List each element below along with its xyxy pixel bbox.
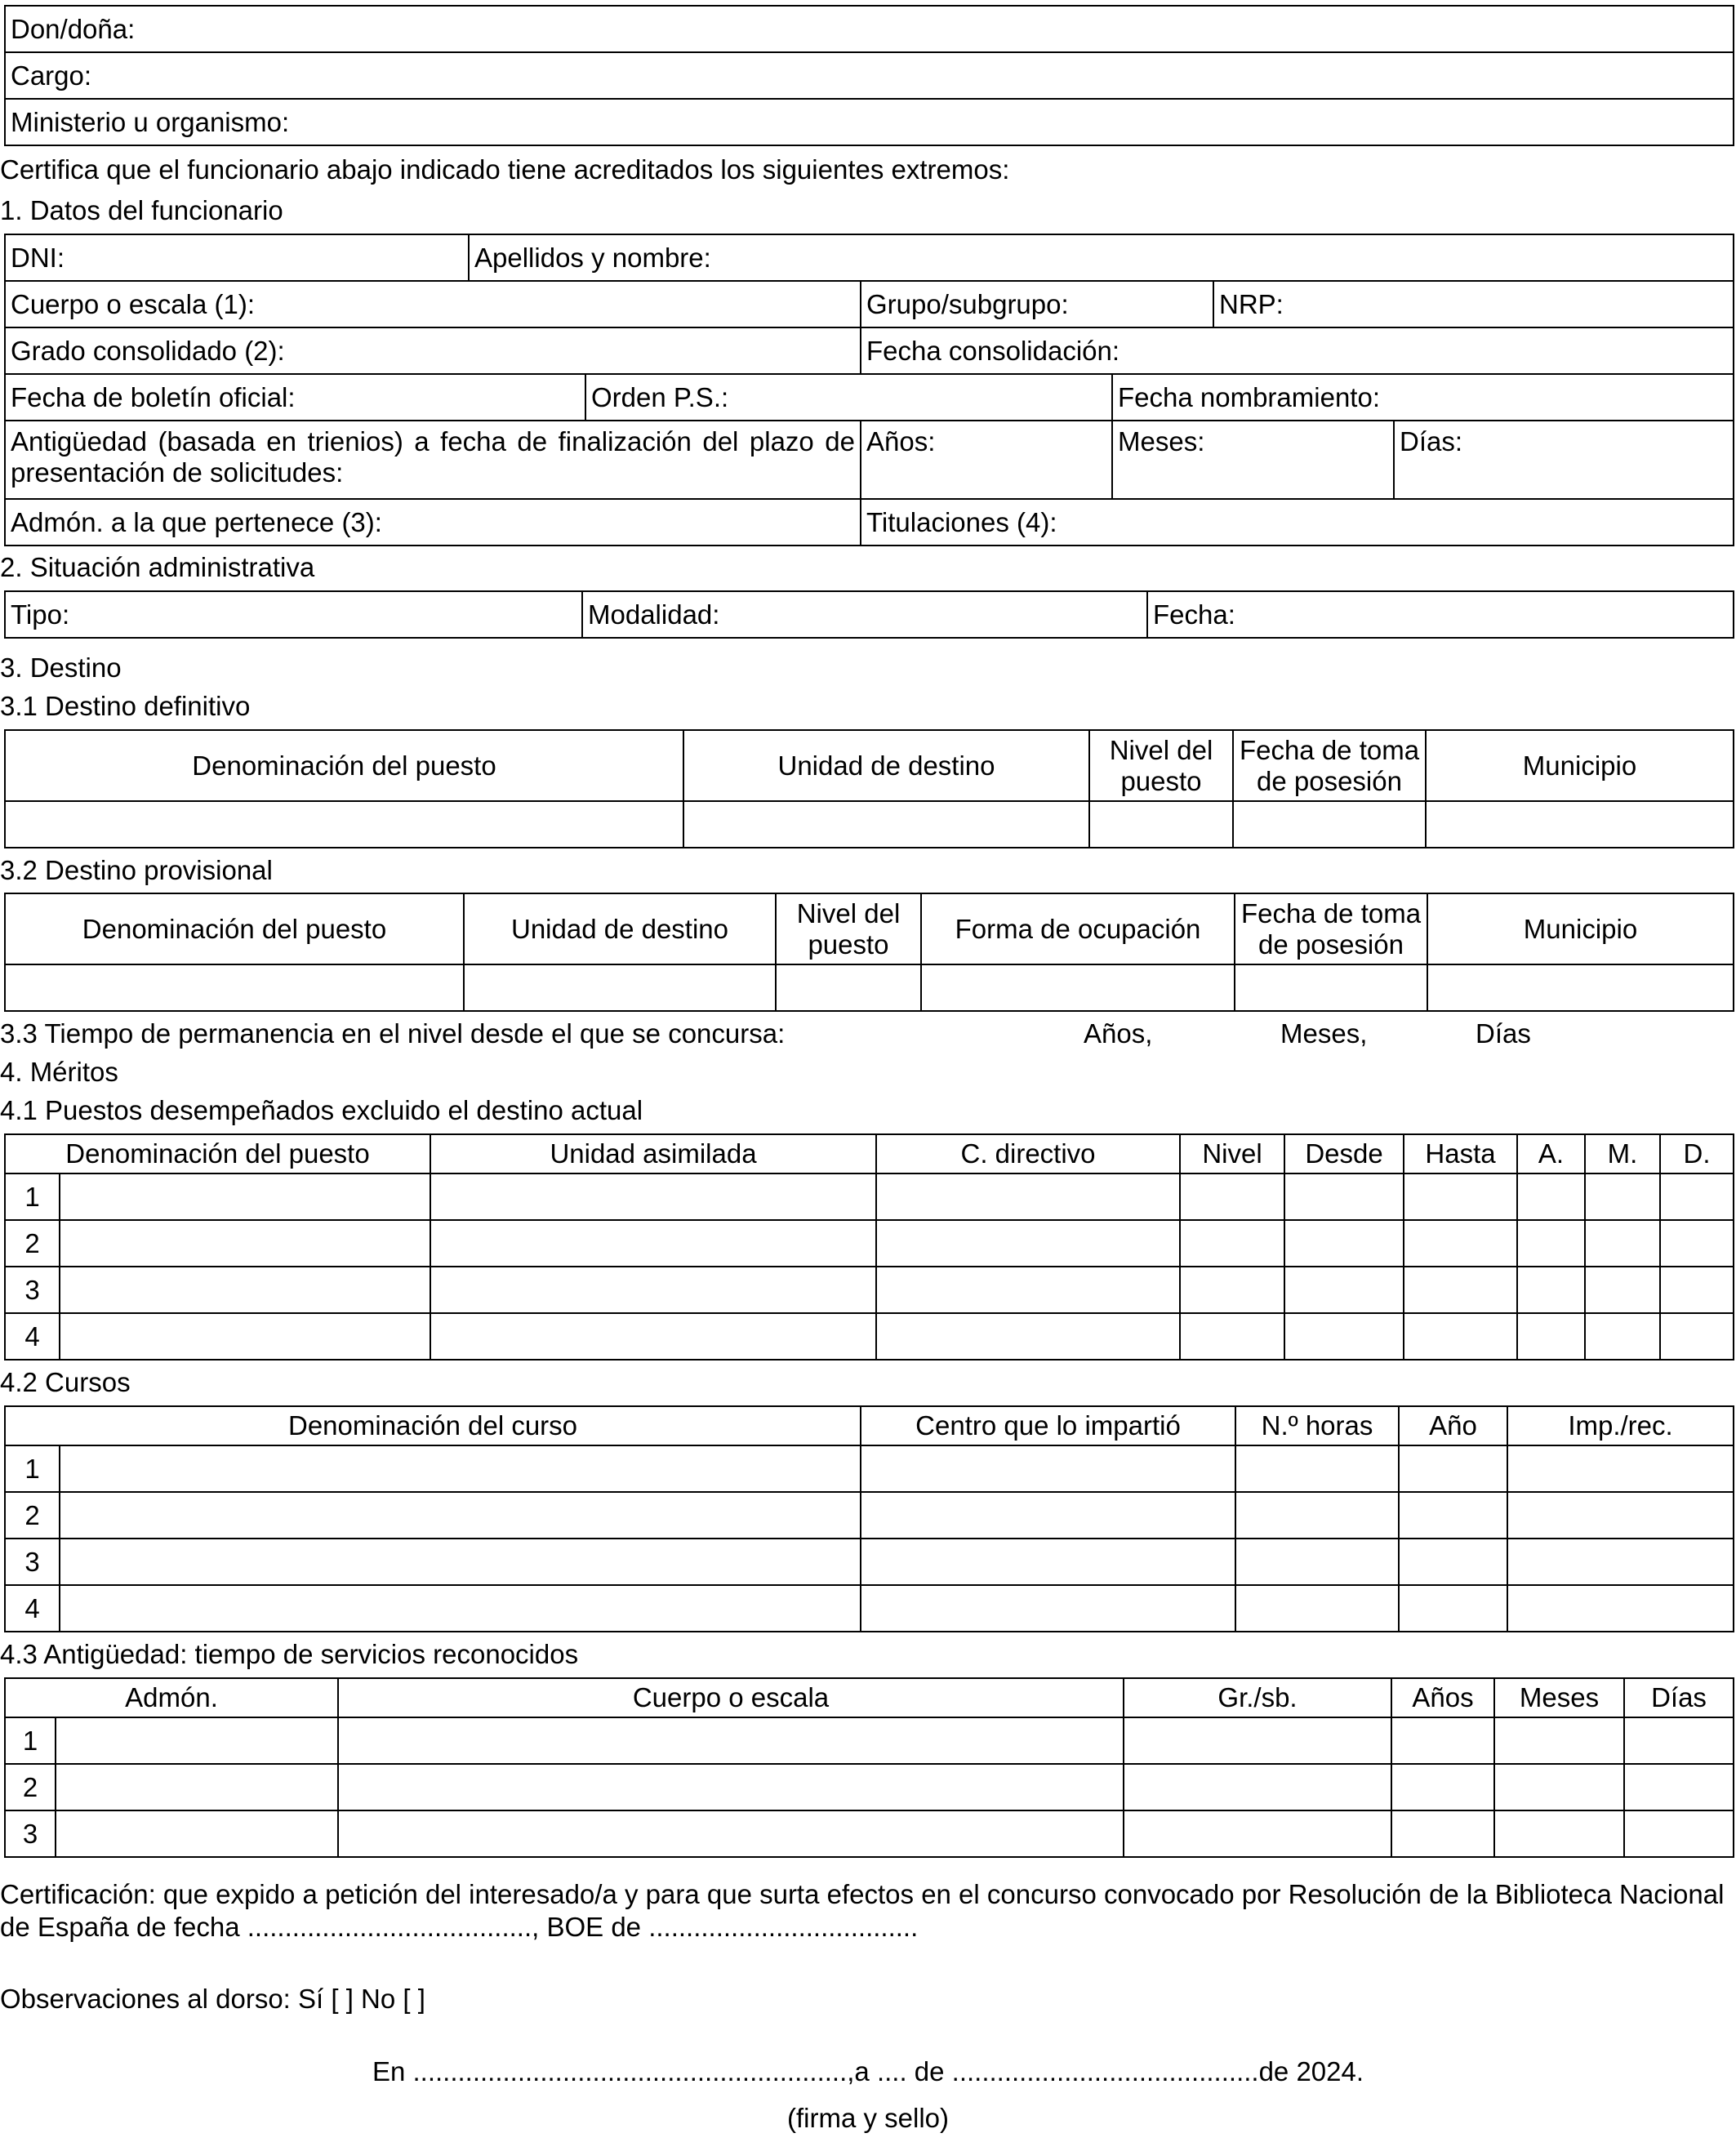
- situacion-table: [4, 590, 1734, 639]
- table-cell[interactable]: [1507, 1585, 1734, 1632]
- table-cell[interactable]: [1235, 1445, 1399, 1492]
- header-anios: Años: [1391, 1678, 1494, 1717]
- datos-antiguedad-row: [4, 420, 1734, 500]
- row-number: 4: [5, 1585, 60, 1632]
- table-cell[interactable]: [1585, 1173, 1660, 1220]
- table-cell[interactable]: [1124, 1810, 1391, 1857]
- fecha-nombramiento-field[interactable]: Fecha nombramiento:: [1112, 374, 1734, 421]
- table-cell[interactable]: [1404, 1220, 1517, 1267]
- table-cell[interactable]: [1426, 801, 1734, 848]
- datos-grado-row: [4, 327, 1734, 375]
- table-cell[interactable]: [1517, 1267, 1585, 1313]
- permanencia-dias: Días: [1476, 1018, 1531, 1049]
- header-nivel: Nivel: [1180, 1134, 1284, 1173]
- table-cell[interactable]: [1494, 1764, 1624, 1810]
- row-number: 2: [5, 1764, 56, 1810]
- antiguedad-label: Antigüedad (basada en trienios) a fecha de finalización del plazo de presentación de solicitudes:: [5, 421, 861, 499]
- destino-provisional-table: [4, 893, 1734, 1012]
- section-4-2-title: 4.2 Cursos: [0, 1367, 131, 1397]
- header-denominacion-puesto: Denominación del puesto: [5, 1134, 430, 1173]
- grupo-field[interactable]: Grupo/subgrupo:: [861, 281, 1213, 327]
- table-cell[interactable]: [921, 964, 1235, 1011]
- table-cell[interactable]: [430, 1313, 876, 1360]
- table-cell[interactable]: [5, 964, 464, 1011]
- table-cell[interactable]: [56, 1764, 338, 1810]
- header-unidad-asimilada: Unidad asimilada: [430, 1134, 876, 1173]
- modalidad-field[interactable]: Modalidad:: [582, 591, 1147, 638]
- row-number: 4: [5, 1313, 60, 1360]
- table-cell[interactable]: [1399, 1539, 1507, 1585]
- table-cell[interactable]: [1399, 1585, 1507, 1632]
- header-forma-ocupacion: Forma de ocupación: [921, 893, 1235, 964]
- table-cell[interactable]: [1391, 1764, 1494, 1810]
- row-number: 2: [5, 1492, 60, 1539]
- section-3-3-label: 3.3 Tiempo de permanencia en el nivel desde el que se concursa:: [0, 1018, 786, 1049]
- table-cell[interactable]: [1284, 1313, 1404, 1360]
- row-number: 2: [5, 1220, 60, 1267]
- titulaciones-field[interactable]: Titulaciones (4):: [861, 499, 1734, 546]
- datos-fecha-row: [4, 373, 1734, 421]
- table-cell[interactable]: [683, 801, 1089, 848]
- section-3-2-title: 3.2 Destino provisional: [0, 855, 273, 885]
- header-municipio: Municipio: [1426, 730, 1734, 801]
- header-centro: Centro que lo impartió: [861, 1406, 1235, 1445]
- table-cell[interactable]: [60, 1445, 861, 1492]
- header-cuerpo-escala: Cuerpo o escala: [338, 1678, 1124, 1717]
- table-cell[interactable]: [1180, 1267, 1284, 1313]
- table-cell[interactable]: [1660, 1173, 1734, 1220]
- table-cell[interactable]: [1235, 1492, 1399, 1539]
- admon-field[interactable]: Admón. a la que pertenece (3):: [5, 499, 861, 546]
- header-horas: N.º horas: [1235, 1406, 1399, 1445]
- table-cell[interactable]: [1585, 1313, 1660, 1360]
- fecha-situacion-field[interactable]: Fecha:: [1147, 591, 1734, 638]
- section-3-title: 3. Destino: [0, 652, 122, 683]
- row-number: 3: [5, 1810, 56, 1857]
- section-1-title: 1. Datos del funcionario: [0, 195, 283, 225]
- table-cell[interactable]: [1404, 1267, 1517, 1313]
- destino-definitivo-table: [4, 729, 1734, 848]
- table-cell[interactable]: [1399, 1492, 1507, 1539]
- header-unidad-destino: Unidad de destino: [683, 730, 1089, 801]
- header-anios: A.: [1517, 1134, 1585, 1173]
- table-cell[interactable]: [56, 1810, 338, 1857]
- cargo-field[interactable]: Cargo:: [5, 52, 1734, 99]
- table-cell[interactable]: [1517, 1220, 1585, 1267]
- table-cell[interactable]: [1517, 1173, 1585, 1220]
- section-4-3-title: 4.3 Antigüedad: tiempo de servicios reconocidos: [0, 1639, 579, 1669]
- table-cell[interactable]: [430, 1173, 876, 1220]
- row-number: 3: [5, 1267, 60, 1313]
- table-cell[interactable]: [1124, 1717, 1391, 1764]
- grado-field[interactable]: Grado consolidado (2):: [5, 327, 861, 374]
- section-4-title: 4. Méritos: [0, 1057, 118, 1087]
- table-cell[interactable]: [1235, 1539, 1399, 1585]
- table-cell[interactable]: [1089, 801, 1233, 848]
- header-fecha-toma-posesion: Fecha de toma de posesión: [1235, 893, 1427, 964]
- antiguedad-anios-field[interactable]: Años:: [861, 421, 1112, 499]
- table-cell[interactable]: [60, 1539, 861, 1585]
- header-desde: Desde: [1284, 1134, 1404, 1173]
- table-cell[interactable]: [60, 1173, 430, 1220]
- header-hasta: Hasta: [1404, 1134, 1517, 1173]
- permanencia-meses: Meses,: [1280, 1018, 1368, 1049]
- observaciones-text: Observaciones al dorso: Sí [ ] No [ ]: [0, 1984, 425, 2014]
- header-meses: M.: [1585, 1134, 1660, 1173]
- header-municipio: Municipio: [1427, 893, 1734, 964]
- apellidos-field[interactable]: Apellidos y nombre:: [469, 234, 1734, 281]
- row-number: 3: [5, 1539, 60, 1585]
- header-dias: D.: [1660, 1134, 1734, 1173]
- table-cell[interactable]: [1494, 1810, 1624, 1857]
- certificacion-text: Certificación: que expido a petición del interesado/a y para que surta efectos en el concurso convocado por Resolución de la Biblioteca Nacional de España de fecha ......................................, BOE de ....................................: [0, 1879, 1725, 1942]
- table-cell[interactable]: [1284, 1267, 1404, 1313]
- don-field[interactable]: Don/doña:: [5, 6, 1734, 52]
- header-dias: Días: [1624, 1678, 1734, 1717]
- table-cell[interactable]: [861, 1585, 1235, 1632]
- row-number: 1: [5, 1445, 60, 1492]
- datos-cuerpo-row: [4, 280, 1734, 328]
- header-denominacion-curso: Denominación del curso: [5, 1406, 861, 1445]
- table-cell[interactable]: [1235, 964, 1427, 1011]
- table-cell[interactable]: [60, 1267, 430, 1313]
- section-4-1-title: 4.1 Puestos desempeñados excluido el destino actual: [0, 1095, 643, 1125]
- table-cell[interactable]: [861, 1539, 1235, 1585]
- table-cell[interactable]: [1391, 1717, 1494, 1764]
- header-unidad-destino: Unidad de destino: [464, 893, 776, 964]
- table-cell[interactable]: [1507, 1445, 1734, 1492]
- antiguedad-dias-field[interactable]: Días:: [1394, 421, 1734, 499]
- header-gr-sb: Gr./sb.: [1124, 1678, 1391, 1717]
- cuerpo-field[interactable]: Cuerpo o escala (1):: [5, 281, 861, 327]
- table-cell[interactable]: [1391, 1810, 1494, 1857]
- table-cell[interactable]: [1284, 1173, 1404, 1220]
- section-3-1-title: 3.1 Destino definitivo: [0, 691, 251, 721]
- table-cell[interactable]: [338, 1764, 1124, 1810]
- header-nivel-puesto: Nivel del puesto: [776, 893, 921, 964]
- permanencia-anios: Años,: [1084, 1018, 1153, 1049]
- header-anio: Año: [1399, 1406, 1507, 1445]
- tipo-field[interactable]: Tipo:: [5, 591, 582, 638]
- header-admon: Admón.: [5, 1678, 338, 1717]
- orden-ps-field[interactable]: Orden P.S.:: [585, 374, 1112, 421]
- table-cell[interactable]: [1507, 1539, 1734, 1585]
- header-meses: Meses: [1494, 1678, 1624, 1717]
- header-imp-rec: Imp./rec.: [1507, 1406, 1734, 1445]
- table-cell[interactable]: [1660, 1220, 1734, 1267]
- table-cell[interactable]: [60, 1585, 861, 1632]
- table-cell[interactable]: [1624, 1717, 1734, 1764]
- table-cell[interactable]: [1180, 1220, 1284, 1267]
- table-cell[interactable]: [5, 801, 683, 848]
- table-cell[interactable]: [861, 1492, 1235, 1539]
- fecha-consolidacion-field[interactable]: Fecha consolidación:: [861, 327, 1734, 374]
- table-cell[interactable]: [861, 1445, 1235, 1492]
- table-cell[interactable]: [56, 1717, 338, 1764]
- header-table: [4, 5, 1734, 146]
- table-cell[interactable]: [1124, 1764, 1391, 1810]
- table-cell[interactable]: [464, 964, 776, 1011]
- ministerio-field[interactable]: Ministerio u organismo:: [5, 99, 1734, 145]
- row-number: 1: [5, 1717, 56, 1764]
- intro-text: Certifica que el funcionario abajo indicado tiene acreditados los siguientes extremos:: [0, 154, 1010, 185]
- table-cell[interactable]: [1507, 1492, 1734, 1539]
- row-number: 1: [5, 1173, 60, 1220]
- table-cell[interactable]: [1660, 1267, 1734, 1313]
- table-cell[interactable]: [1624, 1810, 1734, 1857]
- table-cell[interactable]: [338, 1717, 1124, 1764]
- datos-dni-row: [4, 234, 1734, 282]
- lugar-fecha-line: En ..........................................................,a .... de .........................................de 2024.: [372, 2056, 1364, 2086]
- antiguedad-meses-field[interactable]: Meses:: [1112, 421, 1394, 499]
- table-cell[interactable]: [876, 1313, 1180, 1360]
- table-cell[interactable]: [1494, 1717, 1624, 1764]
- table-cell[interactable]: [60, 1220, 430, 1267]
- table-cell[interactable]: [430, 1267, 876, 1313]
- table-cell[interactable]: [1660, 1313, 1734, 1360]
- section-2-title: 2. Situación administrativa: [0, 552, 315, 582]
- header-denominacion-puesto: Denominación del puesto: [5, 893, 464, 964]
- header-denominacion-puesto: Denominación del puesto: [5, 730, 683, 801]
- table-cell[interactable]: [876, 1173, 1180, 1220]
- table-cell[interactable]: [1399, 1445, 1507, 1492]
- table-cell[interactable]: [1180, 1173, 1284, 1220]
- table-cell[interactable]: [876, 1220, 1180, 1267]
- cursos-table: [4, 1405, 1734, 1632]
- table-cell[interactable]: [1404, 1173, 1517, 1220]
- table-cell[interactable]: [338, 1810, 1124, 1857]
- table-cell[interactable]: [1404, 1313, 1517, 1360]
- table-cell[interactable]: [1284, 1220, 1404, 1267]
- table-cell[interactable]: [1427, 964, 1734, 1011]
- table-cell[interactable]: [1233, 801, 1426, 848]
- antiguedad-table: [4, 1677, 1734, 1858]
- table-cell[interactable]: [1585, 1267, 1660, 1313]
- header-c-directivo: C. directivo: [876, 1134, 1180, 1173]
- header-nivel-puesto: Nivel del puesto: [1089, 730, 1233, 801]
- dni-field[interactable]: DNI:: [5, 234, 469, 281]
- nrp-field[interactable]: NRP:: [1213, 281, 1734, 327]
- puestos-table: [4, 1133, 1734, 1361]
- fecha-boletin-field[interactable]: Fecha de boletín oficial:: [5, 374, 585, 421]
- table-cell[interactable]: [1585, 1220, 1660, 1267]
- table-cell[interactable]: [1235, 1585, 1399, 1632]
- table-cell[interactable]: [1517, 1313, 1585, 1360]
- firma-sello-label: (firma y sello): [786, 2103, 950, 2133]
- table-cell[interactable]: [876, 1267, 1180, 1313]
- table-cell[interactable]: [430, 1220, 876, 1267]
- table-cell[interactable]: [60, 1313, 430, 1360]
- table-cell[interactable]: [60, 1492, 861, 1539]
- table-cell[interactable]: [776, 964, 921, 1011]
- datos-admon-row: [4, 498, 1734, 546]
- header-fecha-toma-posesion: Fecha de toma de posesión: [1233, 730, 1426, 801]
- table-cell[interactable]: [1180, 1313, 1284, 1360]
- table-cell[interactable]: [1624, 1764, 1734, 1810]
